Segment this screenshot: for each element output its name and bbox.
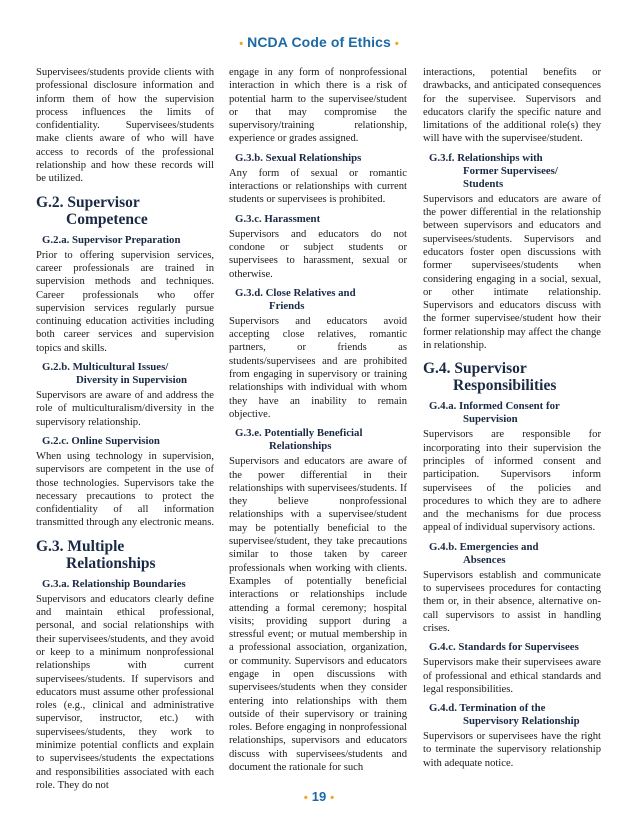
bullet-dot-icon: • xyxy=(303,792,308,804)
section-heading-g4: G.4. Supervisor Responsibilities xyxy=(423,360,557,395)
page-number: 19 xyxy=(311,789,327,804)
subsection-heading-g3e: G.3.e. Potentially Beneficial Relationships xyxy=(235,427,363,453)
paragraph: Supervisors and educators clearly define and maintain ethical professional, personal, and social relationships with their supervisees/students, and they avoid or keep to a minimum nonprofessional relationships with current supervisees/students. If supervisors and educators must assume other professional roles (e.g., clinical and administrative supervisor, instructor, etc.) with supervisees/students, they work to minimize potential conflicts and explain to supervisees/students the expectations and responsibilities associated with each role. They do not xyxy=(36,593,214,791)
subsection-heading-g2c: G.2.c. Online Supervision xyxy=(42,434,160,447)
running-header xyxy=(0,34,638,50)
subsection-heading-g4b: G.4.b. Emergencies and Absences xyxy=(429,540,539,566)
paragraph: Supervisors and educators are aware of the power differential in the relationship between supervisors and educators and supervisees/students. Supervisors and educators foster open discussions with former supervisees/students when considering engaging in a social, sexual, or other intimate relationship. Supervisors and educators discuss with the former supervisee/student how their former relationship may affect the change in relationship. xyxy=(423,193,601,352)
subsection-heading-g4d: G.4.d. Termination of the Supervisory Relationship xyxy=(429,702,580,728)
subsection-heading-g2b: G.2.b. Multicultural Issues/ Diversity in Supervision xyxy=(42,361,187,387)
bullet-dot-icon: • xyxy=(330,792,335,804)
paragraph: When using technology in supervision, supervisors are competent in the use of those technologies. Supervisors take the necessary precautions to protect the confidentiality of all information transmitted through any electronic means. xyxy=(36,450,214,529)
paragraph: interactions, potential benefits or drawbacks, and anticipated consequences for the supervisee. Supervisors and educators clarify the specific nature and limitations of the additional role(s) they will have with the supervisee/student. xyxy=(423,67,601,145)
paragraph: Any form of sexual or romantic interactions or relationships with current students or supervisees is prohibited. xyxy=(229,167,407,206)
paragraph: Supervisees/students provide clients with professional disclosure information and inform them of how the supervision process influences the limits of confidentiality. Supervisees/students make clients aware of who will have access to records of the professional relationship and how these records will be utilized. xyxy=(36,67,214,185)
header-title: NCDA Code of Ethics xyxy=(247,34,391,50)
paragraph: engage in any form of nonprofessional interaction in which there is a risk of potential harm to the supervisee/student or that may compromise the supervisory/training relationship, experience or grades assigned. xyxy=(229,67,407,145)
column-3 xyxy=(423,66,601,770)
column-1 xyxy=(36,66,214,792)
section-heading-g2: G.2. Supervisor Competence xyxy=(36,193,148,228)
paragraph: Supervisors and educators avoid accepting close relatives, romantic partners, or friends as students/supervisees and are prohibited from engaging in supervisory or training relationships with individual with whom they have an inability to remain objective. xyxy=(229,315,407,420)
paragraph: Supervisors make their supervisees aware of professional and ethical standards and legal responsibilities. xyxy=(423,657,601,695)
bullet-dot-icon: • xyxy=(239,38,244,50)
subsection-heading-g4c: G.4.c. Standards for Supervisees xyxy=(429,641,579,654)
subsection-heading-g3c: G.3.c. Harassment xyxy=(235,212,321,225)
paragraph: Supervisors or supervisees have the right to terminate the supervisory relationship with adequate notice. xyxy=(423,731,601,769)
paragraph: Supervisors establish and communicate to supervisees procedures for contacting them or, in their absence, alternative on-call supervisors to assist in handling crises. xyxy=(423,569,601,634)
paragraph: Prior to offering supervision services, career professionals are trained in supervision methods and techniques. Career professionals who offer supervision services regularly pursue continuing education activities including both career services and supervision topics and skills. xyxy=(36,249,214,354)
subsection-heading-g2a: G.2.a. Supervisor Preparation xyxy=(42,233,181,246)
subsection-heading-g3f: G.3.f. Relationships with Former Supervisees/ Students xyxy=(429,151,558,190)
page-footer xyxy=(0,789,638,804)
subsection-heading-g3a: G.3.a. Relationship Boundaries xyxy=(42,577,186,590)
subsection-heading-g4a: G.4.a. Informed Consent for Supervision xyxy=(429,400,560,426)
column-2 xyxy=(229,66,407,774)
section-heading-g3: G.3. Multiple Relationships xyxy=(36,537,156,572)
paragraph: Supervisors are aware of and address the role of multiculturalism/diversity in the supervisory relationship. xyxy=(36,390,214,428)
bullet-dot-icon: • xyxy=(394,38,399,50)
paragraph: Supervisors and educators do not condone or subject students or supervisees to harassment, sexual or otherwise. xyxy=(229,228,407,280)
subsection-heading-g3d: G.3.d. Close Relatives and Friends xyxy=(235,286,356,312)
paragraph: Supervisors and educators are aware of the power differential in their relationships with supervisees/students. If they believe nonprofessional relationships with a supervisee/student may be potentially beneficial to the supervisee/student, they take precautions similar to those taken by career professionals when working with clients. Examples of potentially beneficial interactions or relationships include attending a formal ceremony; hospital visits; providing support during a stressful event; or mutual membership in a professional association, organization, or community. Supervisors and educators engage in open discussions with supervisees/students when they consider entering into relationships with them outside of their supervisory or training roles. Before engaging in nonprofessional relationships, supervisors and educators discuss with supervisees/students and document the rationale for such xyxy=(229,456,407,774)
paragraph: Supervisors are responsible for incorporating into their supervision the principles of informed consent and participation. Supervisors inform supervisees of the policies and procedures to which they are to adhere and the mechanisms for due process appeal of individual supervisory actions. xyxy=(423,429,601,534)
subsection-heading-g3b: G.3.b. Sexual Relationships xyxy=(235,151,362,164)
